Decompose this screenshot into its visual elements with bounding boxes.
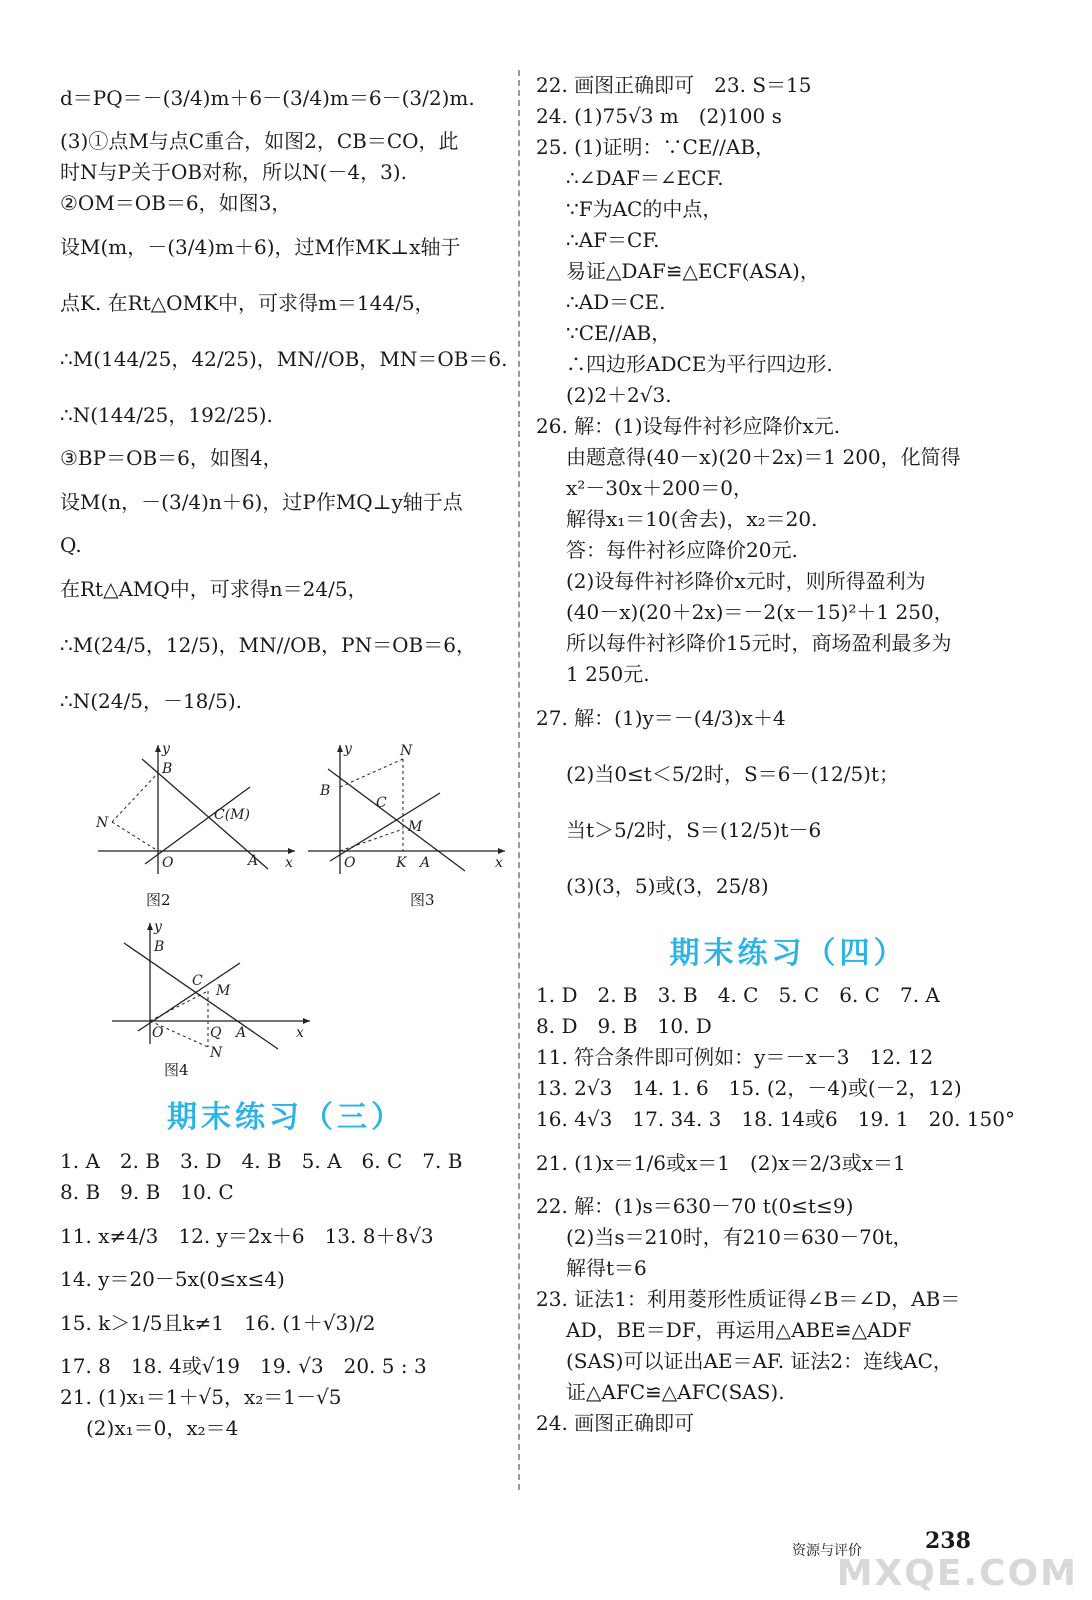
- fig3-label-b: B: [320, 783, 331, 799]
- answer-line: 由题意得(40－x)(20＋2x)＝1 200，化简得: [566, 445, 961, 469]
- fig3-label-o: O: [344, 855, 356, 871]
- answer-line: 1. D 2. B 3. B 4. C 5. C 6. C 7. A: [536, 983, 940, 1007]
- answer-line: 13. 2√3 14. 1. 6 15. (2，－4)或(－2，12): [536, 1076, 962, 1100]
- fig4-label-n: N: [210, 1045, 223, 1059]
- answer-line: 易证△DAF≌△ECF(ASA)，: [566, 259, 820, 283]
- answer-line: 27. 解：(1)y＝－(4/3)x＋4: [536, 706, 786, 730]
- answer-line: (2)当s＝210时，有210＝630－70t，: [566, 1225, 913, 1249]
- answer-line: ∴∠DAF＝∠ECF.: [566, 166, 724, 190]
- fig2-label-a: A: [248, 853, 259, 869]
- fig2-label-y: y: [162, 741, 170, 757]
- answer-line: 17. 8 18. 4或√19 19. √3 20. 5 : 3: [60, 1354, 427, 1378]
- answer-line: 时N与P关于OB对称，所以N(－4，3).: [60, 160, 407, 184]
- answer-line: 所以每件衬衫降价15元时，商场盈利最多为: [566, 631, 952, 655]
- answer-line: 证△AFC≌△AFC(SAS).: [566, 1380, 785, 1404]
- answer-line: ∴AF＝CF.: [566, 228, 660, 252]
- figure-4-caption: 图4: [164, 1061, 189, 1079]
- answer-line: 14. y＝20－5x(0≤x≤4): [60, 1267, 285, 1291]
- answer-line: 26. 解：(1)设每件衬衫应降价x元.: [536, 414, 841, 438]
- answer-line: 设M(m，－(3/4)m＋6)，过M作MK⊥x轴于: [60, 235, 461, 259]
- fig4-label-y: y: [154, 919, 162, 935]
- answer-line: 1 250元.: [566, 662, 650, 686]
- answer-line: 答：每件衬衫应降价20元.: [566, 538, 798, 562]
- right-column: [536, 70, 1041, 1439]
- answer-line: 设M(n，－(3/4)n＋6)，过P作MQ⊥y轴于点: [60, 490, 463, 514]
- answer-line: ②OM＝OB＝6，如图3，: [60, 191, 292, 215]
- answer-line: ∴N(144/25，192/25).: [60, 403, 273, 427]
- answer-line: 16. 4√3 17. 34. 3 18. 14或6 19. 1 20. 150°: [536, 1107, 1015, 1131]
- page-number: 238: [925, 1528, 971, 1554]
- left-column: [60, 70, 512, 1444]
- fig4-label-m: M: [216, 983, 231, 999]
- figures-area: [60, 729, 512, 1084]
- fig3-label-k: K: [396, 855, 407, 871]
- answer-line: 22. 解：(1)s＝630－70 t(0≤t≤9): [536, 1194, 854, 1218]
- fig4-label-c: C: [192, 973, 203, 989]
- answer-line: (40－x)(20＋2x)＝－2(x－15)²＋1 250，: [566, 600, 954, 624]
- answer-line: 25. (1)证明：∵CE//AB，: [536, 135, 776, 159]
- fig3-label-m: M: [408, 819, 423, 835]
- answer-line: (2)当0≤t＜5/2时，S＝6－(12/5)t；: [566, 762, 900, 786]
- fig2-label-x: x: [285, 855, 293, 871]
- fig3-label-n: N: [400, 743, 413, 759]
- fig4-label-a: A: [236, 1025, 247, 1041]
- answer-line: ∴M(24/5，12/5)，MN//OB，PN＝OB＝6，: [60, 633, 476, 657]
- answer-line: (2)设每件衬衫降价x元时，则所得盈利为: [566, 569, 926, 593]
- answer-line: 23. 证法1：利用菱形性质证得∠B＝∠D，AB＝: [536, 1287, 961, 1311]
- answer-line: (2)x₁＝0，x₂＝4: [86, 1416, 239, 1440]
- fig3-label-a: A: [420, 855, 431, 871]
- figure-2: [90, 739, 300, 879]
- fig3-label-x: x: [495, 855, 503, 871]
- fig2-label-cm: C(M): [214, 807, 250, 823]
- answer-line: ③BP＝OB＝6，如图4，: [60, 446, 283, 470]
- fig3-label-c: C: [376, 795, 387, 811]
- fig4-label-o: O: [152, 1025, 164, 1041]
- figure-4: [110, 919, 320, 1059]
- answer-line: 21. (1)x＝1/6或x＝1 (2)x＝2/3或x＝1: [536, 1151, 906, 1175]
- answer-line: ∵F为AC的中点，: [566, 197, 723, 221]
- watermark: MXQE.COM: [836, 1553, 1078, 1594]
- answer-line: (2)2＋2√3.: [566, 383, 672, 407]
- answer-line: AD，BE＝DF，再运用△ABE≌△ADF: [566, 1318, 912, 1342]
- footer-text: 资源与评价: [792, 1543, 862, 1559]
- figure-3: [300, 739, 510, 879]
- section-title-three: 期末练习（三）: [167, 1100, 405, 1135]
- fig2-label-b: B: [162, 761, 173, 777]
- answer-line: 当t＞5/2时，S＝(12/5)t－6: [566, 818, 822, 842]
- answer-line: 22. 画图正确即可 23. S＝15: [536, 73, 812, 97]
- section-title-four: 期末练习（四）: [669, 936, 908, 971]
- fig3-label-y: y: [344, 741, 352, 757]
- answer-line: x²－30x＋200＝0，: [566, 476, 753, 500]
- answer-line: 解得x₁＝10(舍去)，x₂＝20.: [566, 507, 818, 531]
- answer-line: (3)(3，5)或(3，25/8): [566, 874, 769, 898]
- answer-line: 8. B 9. B 10. C: [60, 1180, 234, 1204]
- answer-line: ∴AD＝CE.: [566, 290, 666, 314]
- answer-line: 11. 符合条件即可例如：y＝－x－3 12. 12: [536, 1045, 934, 1069]
- answer-line: 15. k＞1/5且k≠1 16. (1＋√3)/2: [60, 1311, 376, 1335]
- answer-line: ∴N(24/5，－18/5).: [60, 689, 243, 713]
- answer-line: 1. A 2. B 3. D 4. B 5. A 6. C 7. B: [60, 1149, 463, 1173]
- figure-2-caption: 图2: [146, 891, 171, 909]
- figure-3-caption: 图3: [410, 891, 435, 909]
- answer-line: (SAS)可以证出AE＝AF. 证法2：连线AC，: [566, 1349, 953, 1373]
- answer-line: (3)①点M与点C重合，如图2，CB＝CO，此: [60, 129, 459, 153]
- answer-line: ∵CE//AB，: [566, 321, 672, 345]
- answer-line: 24. 画图正确即可: [536, 1411, 695, 1435]
- answer-line: 8. D 9. B 10. D: [536, 1014, 712, 1038]
- fig4-label-q: Q: [210, 1025, 222, 1041]
- answer-line: 解得t＝6: [566, 1256, 647, 1280]
- fig2-label-n: N: [96, 815, 109, 831]
- answer-line: 24. (1)75√3 m (2)100 s: [536, 104, 782, 128]
- answer-line: ∴M(144/25，42/25)，MN//OB，MN＝OB＝6.: [60, 347, 508, 371]
- answer-line: ∴四边形ADCE为平行四边形.: [566, 352, 833, 376]
- answer-line: Q.: [60, 533, 82, 557]
- fig2-label-o: O: [162, 855, 174, 871]
- column-divider: [518, 70, 520, 1490]
- answer-line: 21. (1)x₁＝1＋√5，x₂＝1－√5: [60, 1385, 342, 1409]
- answer-line: 点K. 在Rt△OMK中，可求得m＝144/5，: [60, 291, 435, 315]
- answer-line: d＝PQ＝－(3/4)m＋6－(3/4)m＝6－(3/2)m.: [60, 86, 475, 110]
- answer-line: 11. x≠4/3 12. y＝2x＋6 13. 8＋8√3: [60, 1224, 434, 1248]
- fig4-label-b: B: [154, 939, 165, 955]
- fig4-label-x: x: [296, 1025, 304, 1041]
- answer-line: 在Rt△AMQ中，可求得n＝24/5，: [60, 577, 368, 601]
